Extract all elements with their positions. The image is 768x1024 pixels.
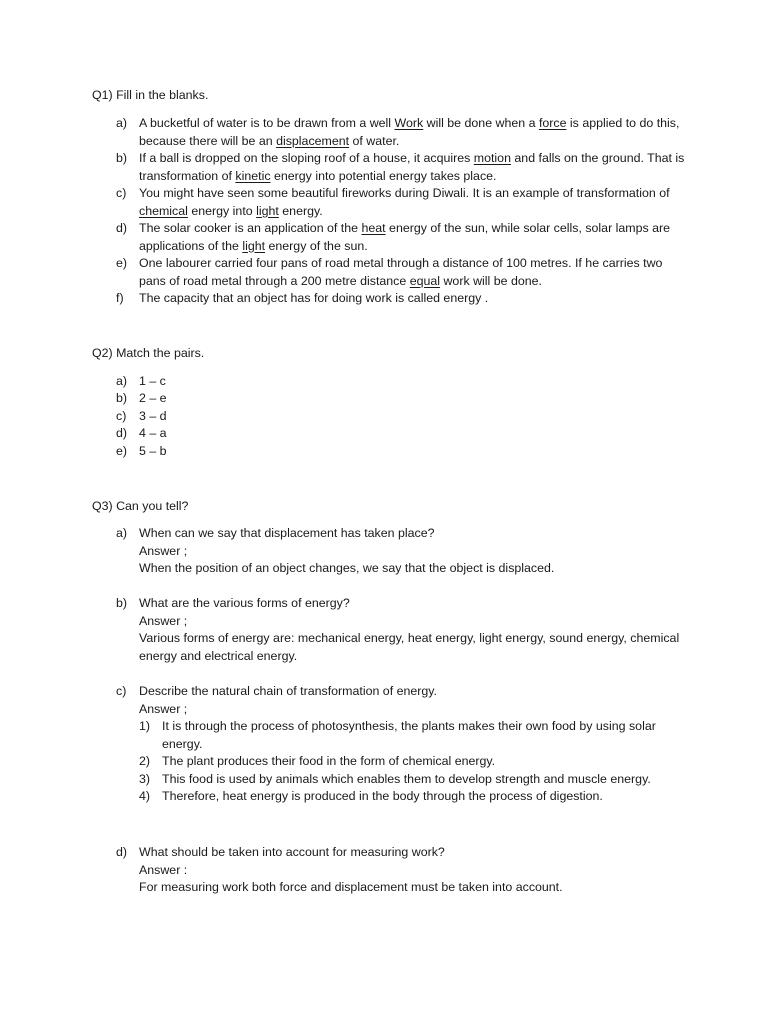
q3-d-answer: For measuring work both force and displacement must be taken into account.	[139, 880, 563, 894]
q2-item-c	[116, 408, 686, 426]
q3-a-question: When can we say that displacement has taken place?	[139, 526, 435, 540]
q2-item-e-label: e)	[116, 444, 128, 458]
q3-item-a-label: a)	[116, 526, 128, 540]
q3-d-question: What should be taken into account for measuring work?	[139, 845, 445, 859]
q3-c-step-text: It is through the process of photosynthesis, the plants makes their own food by using solar energy.	[162, 719, 656, 751]
q1-item-a	[116, 115, 686, 150]
blank-answer: heat	[361, 221, 386, 235]
q3-c-step-number: 4)	[139, 789, 151, 803]
q2-item-a	[116, 373, 686, 391]
q3-item-c	[116, 683, 686, 806]
q3-c-step-text: Therefore, heat energy is produced in the body through the process of digestion.	[162, 789, 603, 803]
q1-item-e-text: One labourer carried four pans of road metal through a distance of 100 metres. If he carries two pans of road metal through a 200 metre distance equal work will be done.	[139, 256, 663, 288]
q3-c-step-3	[139, 771, 686, 789]
q3-c-answer-label: Answer ;	[139, 701, 188, 716]
q2-item-b	[116, 390, 686, 408]
blank-answer: kinetic	[235, 168, 271, 183]
q3-c-step-4	[139, 788, 686, 806]
q3-item-a	[116, 525, 686, 578]
blank-answer: motion	[473, 151, 511, 165]
q3-a-answer: When the position of an object changes, we say that the object is displaced.	[139, 561, 555, 575]
blank-answer: light	[242, 238, 266, 253]
q3-item-c-label: c)	[116, 684, 127, 698]
q3-c-step-text: This food is used by animals which enables them to develop strength and muscle energy.	[162, 771, 651, 786]
q3-c-question: Describe the natural chain of transformation of energy.	[139, 684, 437, 698]
q2-item-a-text: 1 – c	[139, 374, 166, 388]
q3-c-step-number: 2)	[139, 754, 151, 768]
q2-heading: Q2) Match the pairs.	[92, 346, 205, 360]
q3-d-answer-label: Answer :	[139, 862, 188, 877]
q2-item-e-text: 5 – b	[139, 444, 167, 458]
q1-item-c	[116, 185, 686, 220]
q3-item-b	[116, 595, 686, 665]
q1-item-b	[116, 150, 686, 185]
q1-item-d-text: The solar cooker is an application of the heat energy of the sun, while solar cells, solar lamps are applications of the light energy of the sun.	[139, 221, 671, 253]
q1-heading: Q1) Fill in the blanks.	[92, 88, 209, 102]
q1-item-a-text: A bucketful of water is to be drawn from a well Work will be done when a force is applied to do this, because there will be an displacement of water.	[139, 116, 680, 148]
q1-item-f-label: f)	[116, 291, 124, 305]
q1-item-d-label: d)	[116, 221, 128, 235]
q3-c-step-number: 3)	[139, 771, 151, 786]
q3-b-answer: Various forms of energy are: mechanical energy, heat energy, light energy, sound energy, chemical energy and electrical energy.	[139, 631, 680, 663]
blank-answer: light	[256, 203, 279, 218]
q2-item-b-text: 2 – e	[139, 391, 167, 405]
q2-item-b-label: b)	[116, 391, 128, 405]
q2-item-d-text: 4 – a	[139, 426, 167, 440]
q3-item-b-label: b)	[116, 596, 128, 610]
q3-heading: Q3) Can you tell?	[92, 499, 189, 513]
q1-item-e	[116, 255, 686, 290]
q3-b-question: What are the various forms of energy?	[139, 596, 350, 610]
blank-answer: Work	[394, 116, 424, 130]
q2-item-e	[116, 443, 686, 461]
q1-item-f	[116, 290, 686, 308]
blank-answer: chemical	[139, 203, 188, 218]
q2-item-d-label: d)	[116, 426, 128, 440]
q1-item-c-text: You might have seen some beautiful fireworks during Diwali. It is an example of transformation of chemical energy into light energy.	[139, 186, 670, 218]
q1-item-d	[116, 220, 686, 255]
q2-item-c-text: 3 – d	[139, 409, 167, 423]
q2-item-c-label: c)	[116, 409, 127, 423]
q2-item-d	[116, 425, 686, 443]
q1-item-c-label: c)	[116, 186, 127, 200]
q1-item-b-text: If a ball is dropped on the sloping roof of a house, it acquires motion and falls on the ground. That is transformation of kinetic energy into potential energy takes place.	[139, 151, 685, 183]
q3-a-answer-label: Answer ;	[139, 543, 188, 558]
q1-item-a-label: a)	[116, 116, 128, 130]
q1-item-e-label: e)	[116, 256, 128, 270]
q3-item-d	[116, 844, 686, 897]
q3-item-d-label: d)	[116, 845, 128, 859]
q3-c-step-text: The plant produces their food in the form of chemical energy.	[162, 754, 496, 768]
q2-item-a-label: a)	[116, 374, 128, 388]
q3-c-step-number: 1)	[139, 719, 151, 733]
q1-item-f-text: The capacity that an object has for doing work is called energy .	[139, 291, 489, 305]
blank-answer: displacement	[276, 133, 350, 148]
q3-c-step-2	[139, 753, 686, 771]
q1-item-b-label: b)	[116, 151, 128, 165]
q3-b-answer-label: Answer ;	[139, 613, 188, 628]
q3-c-step-1	[139, 718, 686, 753]
blank-answer: force	[538, 116, 567, 130]
blank-answer: equal	[409, 273, 441, 288]
